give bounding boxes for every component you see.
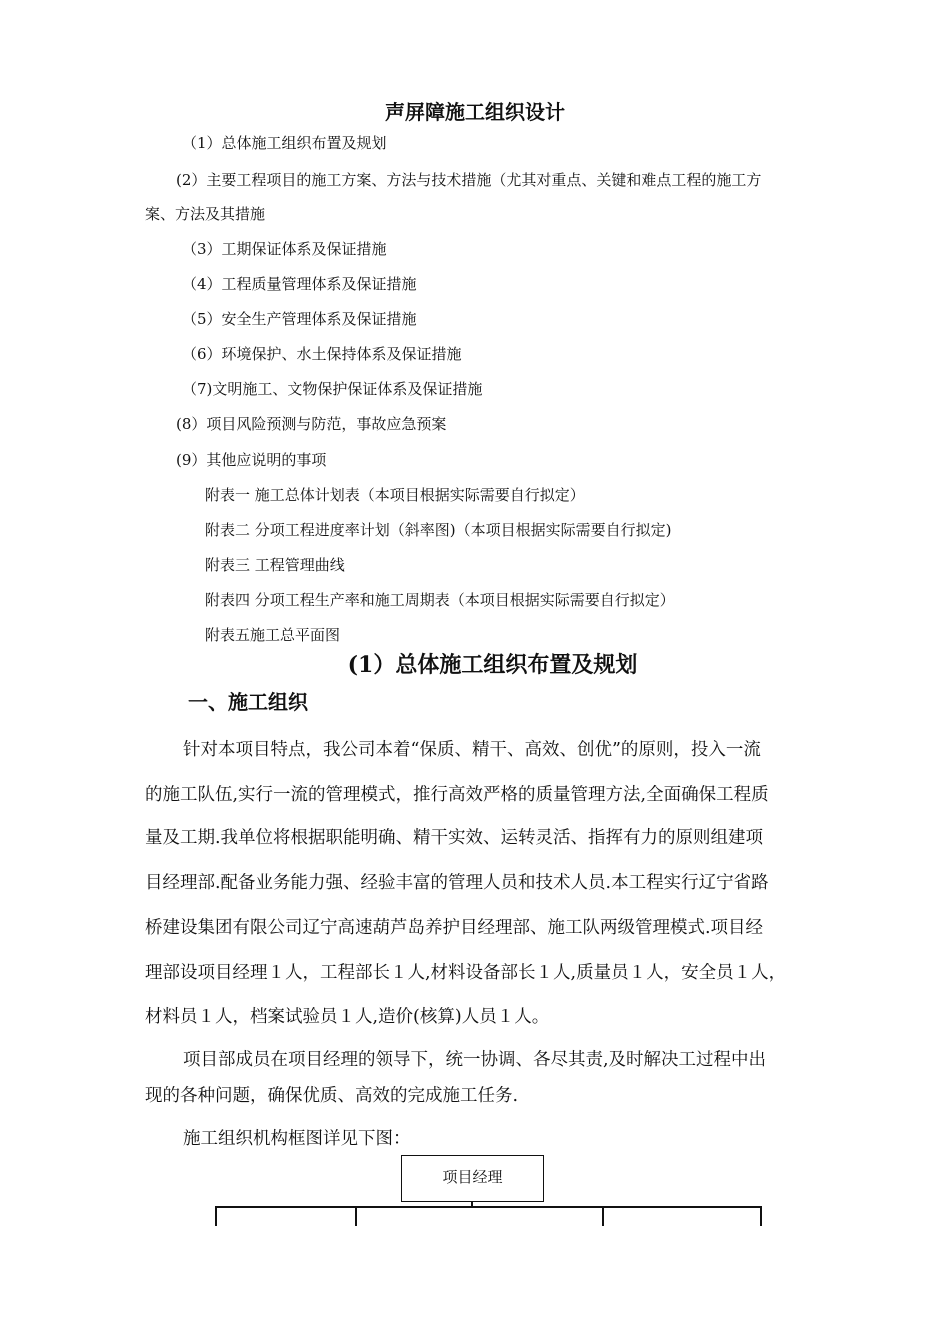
org-chart-drop-line: [215, 1206, 217, 1226]
toc-item-1: （1）总体施工组织布置及规划: [182, 134, 387, 152]
paragraph-line: 目经理部.配备业务能力强、经验丰富的管理人员和技术人员.本工程实行辽宁省路: [145, 873, 769, 893]
org-chart-drop-line: [355, 1206, 357, 1226]
paragraph-line: 桥建设集团有限公司辽宁高速葫芦岛养护目经理部、施工队两级管理模式.项目经: [145, 918, 764, 938]
org-chart-root-label: 项目经理: [442, 1168, 503, 1186]
appendix-item-4: 附表四 分项工程生产率和施工周期表（本项目根据实际需要自行拟定）: [205, 591, 675, 609]
toc-item-5: （5）安全生产管理体系及保证措施: [182, 310, 417, 328]
paragraph-line: 的施工队伍,实行一流的管理模式，推行高效严格的质量管理方法,全面确保工程质: [145, 785, 769, 805]
toc-item-4: （4）工程质量管理体系及保证措施: [182, 275, 417, 293]
toc-item-2-cont: 案、方法及其措施: [145, 205, 266, 223]
subsection-heading: 一、施工组织: [188, 690, 308, 714]
toc-item-7: （7)文明施工、文物保护保证体系及保证措施: [182, 380, 483, 398]
org-chart-branch-line: [215, 1206, 761, 1208]
paragraph-line: 材料员１人，档案试验员１人,造价(核算)人员１人。: [145, 1007, 550, 1027]
org-chart-root-box: [401, 1155, 544, 1202]
paragraph-line: 现的各种问题，确保优质、高效的完成施工任务.: [145, 1086, 519, 1106]
toc-item-2: (2）主要工程项目的施工方案、方法与技术措施（尤其对重点、关键和难点工程的施工方: [176, 171, 762, 189]
org-chart-intro: 施工组织机构框图详见下图：: [183, 1129, 411, 1149]
toc-item-9: (9）其他应说明的事项: [176, 451, 327, 469]
appendix-item-2: 附表二 分项工程进度率计划（斜率图)（本项目根据实际需要自行拟定): [205, 521, 672, 539]
section-heading: (1）总体施工组织布置及规划: [347, 652, 638, 678]
paragraph-line: 项目部成员在项目经理的领导下，统一协调、各尽其责,及时解决工过程中出: [183, 1050, 767, 1070]
appendix-item-1: 附表一 施工总体计划表（本项目根据实际需要自行拟定）: [205, 486, 585, 504]
paragraph-line: 量及工期.我单位将根据职能明确、精干实效、运转灵活、指挥有力的原则组建项: [145, 828, 764, 848]
document-title: 声屏障施工组织设计: [385, 100, 565, 124]
org-chart-drop-line: [602, 1206, 604, 1226]
appendix-item-5: 附表五施工总平面图: [205, 626, 341, 644]
toc-item-8: (8）项目风险预测与防范，事故应急预案: [176, 415, 447, 433]
toc-item-6: （6）环境保护、水土保持体系及保证措施: [182, 345, 462, 363]
toc-item-3: （3）工期保证体系及保证措施: [182, 240, 387, 258]
paragraph-line: 理部设项目经理１人，工程部长１人,材料设备部长１人,质量员１人，安全员１人，: [145, 963, 787, 983]
org-chart-drop-line: [760, 1206, 762, 1226]
paragraph-line: 针对本项目特点，我公司本着“保质、精干、高效、创优”的原则，投入一流: [183, 740, 761, 760]
appendix-item-3: 附表三 工程管理曲线: [205, 556, 345, 574]
